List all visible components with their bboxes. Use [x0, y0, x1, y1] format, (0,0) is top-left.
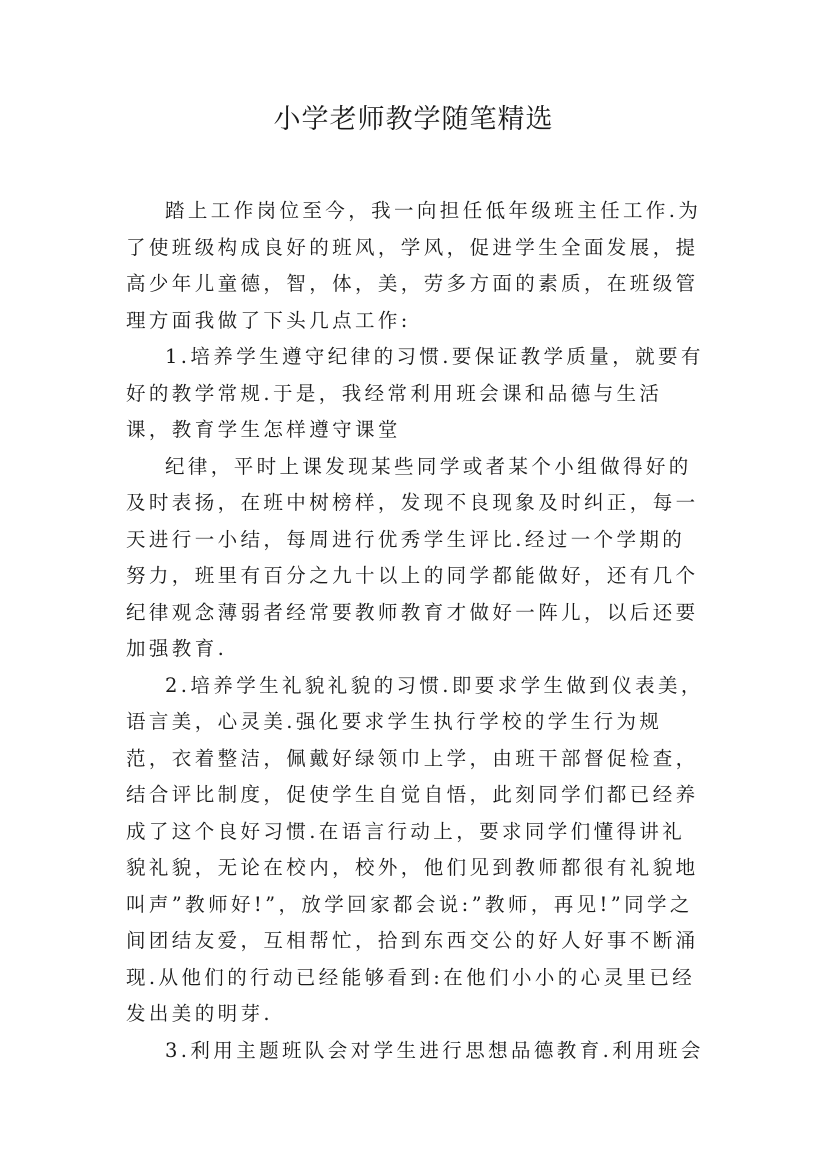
paragraph-item-1: 1.培养学生遵守纪律的习惯.要保证教学质量，就要有好的教学常规.于是，我经常利用班会课和品德与生活课，教育学生怎样遵守课堂 [126, 345, 704, 441]
paragraph-intro: 踏上工作岗位至今，我一向担任低年级班主任工作.为了使班级构成良好的班风，学风，促进学生全面发展，提高少年儿童德，智，体，美，劳多方面的素质，在班级管理方面我做了下头几点工作: [126, 199, 702, 332]
document-title: 小学老师教学随笔精选 [273, 104, 554, 135]
paragraph-item-3: 3.利用主题班队会对学生进行思想品德教育.利用班会 [165, 1038, 704, 1062]
paragraph-item-2: 2.培养学生礼貌礼貌的习惯.即要求学生做到仪表美，语言美，心灵美.强化要求学生执行学校的学生行为规范，衣着整洁，佩戴好绿领巾上学，由班干部督促检查，结合评比制度，促使学生自觉自悟，此刻同学们都已经养成了这个良好习惯.在语言行动上，要求同学们懂得讲礼貌礼貌，无论在校内，校外，他们见到教师都很有礼貌地叫声”教师好!”，放学回家都会说:”教师，再见!”同学之间团结友爱，互相帮忙，拾到东西交公的好人好事不断涌现.从他们的行动已经能够看到:在他们小小的心灵里已经发出美的明芽. [126, 673, 704, 1025]
paragraph-item-1-continued: 纪律，平时上课发现某些同学或者某个小组做得好的及时表扬，在班中树榜样，发现不良现象及时纠正，每一天进行一小结，每周进行优秀学生评比.经过一个学期的努力，班里有百分之九十以上的同学都能做好，还有几个纪律观念薄弱者经常要教师教育才做好一阵儿，以后还要加强教育. [126, 454, 699, 660]
document-body [126, 193, 706, 1069]
